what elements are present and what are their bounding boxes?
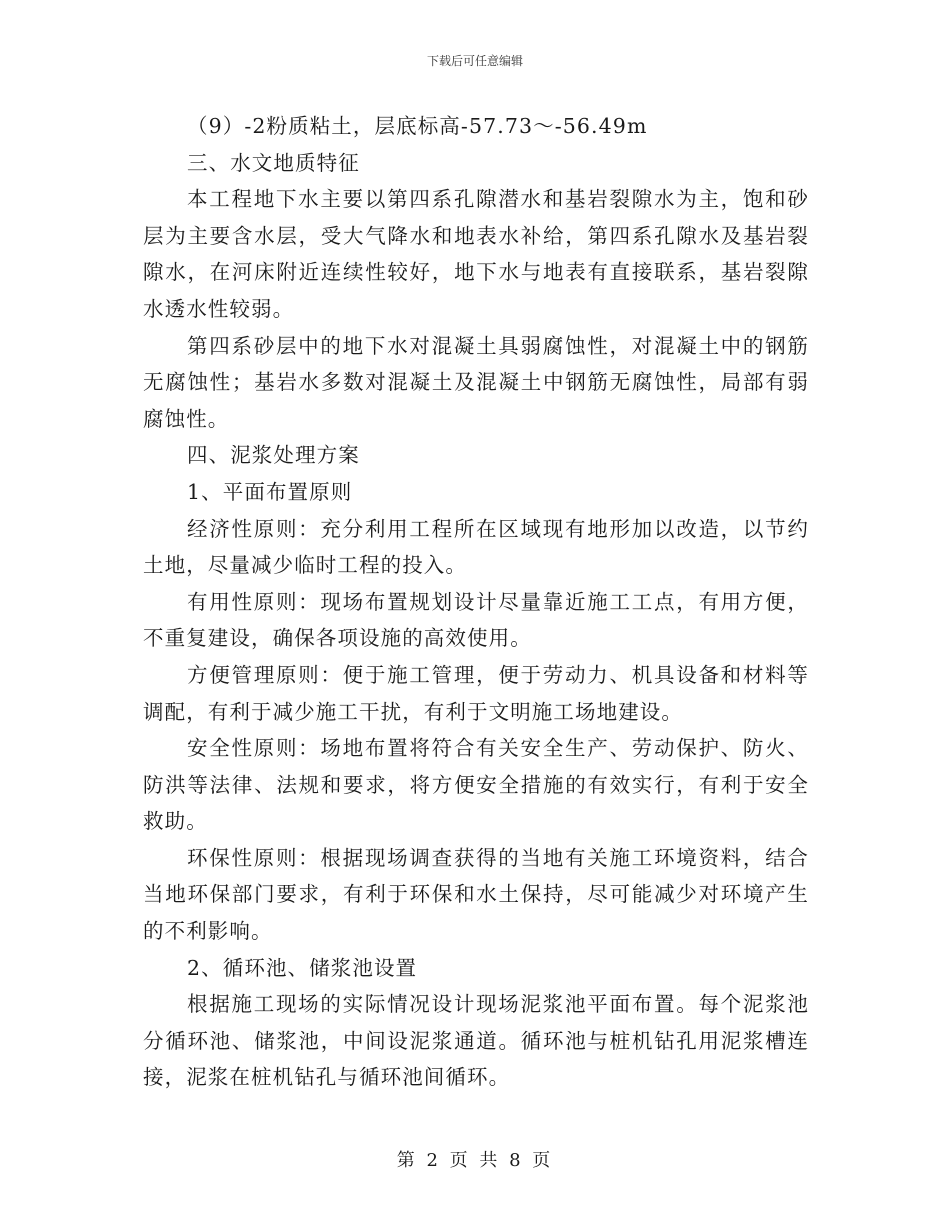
page-header-note: 下载后可任意编辑 — [426, 54, 523, 68]
document-body — [143, 108, 809, 1096]
page-number-footer: 第 2 页 共 8 页 — [396, 1150, 554, 1171]
paragraph-utility-principle: 有用性原则：现场布置规划设计尽量靠近施工工点，有用方便，不重复建设，确保各项设施的高效使用。 — [143, 589, 809, 651]
paragraph-corrosion: 第四系砂层中的地下水对混凝土具弱腐蚀性，对混凝土中的钢筋无腐蚀性；基岩水多数对混凝土及混凝土中钢筋无腐蚀性，局部有弱腐蚀性。 — [143, 333, 809, 431]
section-heading-hydrogeology: 三、水文地质特征 — [187, 150, 360, 175]
section-heading-mud-treatment: 四、泥浆处理方案 — [187, 443, 360, 468]
paragraph-management-principle: 方便管理原则：便于施工管理，便于劳动力、机具设备和材料等调配，有利于减少施工干扰，有利于文明施工场地建设。 — [143, 662, 809, 724]
paragraph-safety-principle: 安全性原则：场地布置将符合有关安全生产、劳动保护、防火、防洪等法律、法规和要求，将方便安全措施的有效实行，有利于安全救助。 — [143, 736, 809, 834]
paragraph-groundwater: 本工程地下水主要以第四系孔隙潜水和基岩裂隙水为主，饱和砂层为主要含水层，受大气降水和地表水补给，第四系孔隙水及基岩裂隙水，在河床附近连续性较好，地下水与地表有直接联系，基岩裂隙水透水性较弱。 — [143, 187, 809, 321]
paragraph-soil-layer: （9）-2粉质粘土，层底标高-57.73～-56.49m — [187, 114, 648, 138]
paragraph-pool-layout: 根据施工现场的实际情况设计现场泥浆池平面布置。每个泥浆池分循环池、储浆池，中间设泥浆通道。循环池与桩机钻孔用泥浆槽连接，泥浆在桩机钻孔与循环池间循环。 — [143, 992, 809, 1090]
subheading-layout-principles: 1、平面布置原则 — [187, 479, 353, 504]
paragraph-economy-principle: 经济性原则：充分利用工程所在区域现有地形加以改造，以节约土地，尽量减少临时工程的投入。 — [143, 516, 809, 578]
subheading-pool-setup: 2、循环池、储浆池设置 — [187, 955, 418, 980]
paragraph-environment-principle: 环保性原则：根据现场调查获得的当地有关施工环境资料，结合当地环保部门要求，有利于环保和水土保持，尽可能减少对环境产生的不利影响。 — [143, 845, 809, 944]
